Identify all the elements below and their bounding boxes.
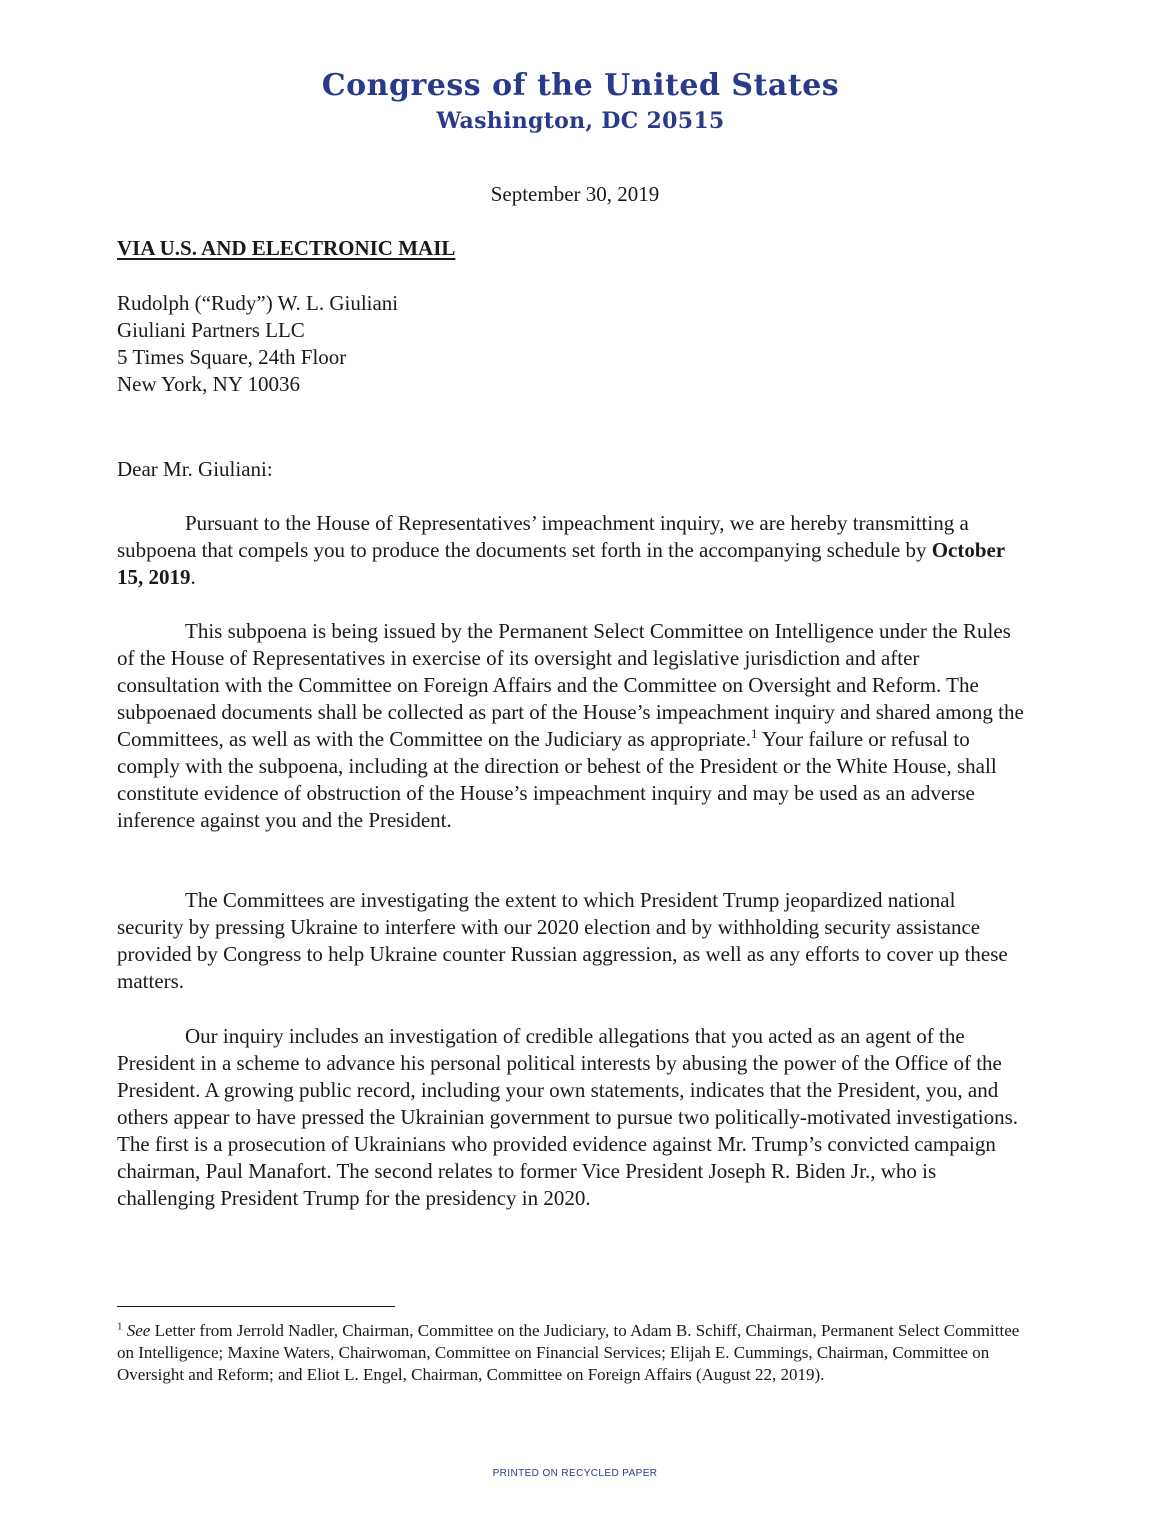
letterhead: [0, 66, 1161, 136]
p2-text-b: Your failure or refusal to comply with the subpoena, including at the direction or behest of the President or the White House, shall constitute evidence of obstruction of the House’s impeachment inquiry and may be used as an adverse inference against you and the President.: [117, 727, 997, 832]
recipient-city: New York, NY 10036: [117, 372, 300, 396]
p1-deadline: October 15, 2019: [117, 538, 1005, 589]
p2-text-a: This subpoena is being issued by the Permanent Select Committee on Intelligence under the Rules of the House of Representatives in exercise of its oversight and legislative jurisdiction and after consultation with the Committee on Foreign Affairs and the Committee on Oversight and Reform. The subpoenaed documents shall be collected as part of the House’s impeachment inquiry and shared among the Committees, as well as with the Committee on the Judiciary as appropriate.: [117, 619, 1024, 751]
footnote-see: See: [126, 1321, 151, 1340]
p1-text: Pursuant to the House of Representatives’ impeachment inquiry, we are hereby transmitting a subpoena that compels you to produce the documents set forth in the accompanying schedule by: [117, 511, 969, 562]
p1-end: .: [190, 565, 196, 589]
recycled-paper-notice: PRINTED ON RECYCLED PAPER: [492, 1468, 658, 1479]
letter-date: September 30, 2019: [490, 182, 660, 206]
recipient-address: [117, 290, 398, 398]
delivery-method: VIA U.S. AND ELECTRONIC MAIL: [117, 236, 456, 260]
footnote: [117, 1320, 1027, 1386]
footnote-divider: [117, 1306, 395, 1307]
letterhead-org: Congress of the United States: [321, 68, 840, 103]
salutation: Dear Mr. Giuliani:: [117, 457, 273, 481]
recipient-name: Rudolph (“Rudy”) W. L. Giuliani: [117, 291, 399, 315]
recipient-company: Giuliani Partners LLC: [117, 318, 305, 342]
footnote-number: 1: [117, 1320, 123, 1333]
recipient-street: 5 Times Square, 24th Floor: [117, 345, 347, 369]
body-paragraph-1: [117, 510, 1027, 591]
letterhead-city: Washington, DC 20515: [436, 108, 725, 134]
body-paragraph-4: Our inquiry includes an investigation of credible allegations that you acted as an agent of the President in a scheme to advance his personal political interests by abusing the power of the Office of the President. A growing public record, including your own statements, indicates that the President, you, and others appear to have pressed the Ukrainian government to pursue two politically-motivated investigations. The first is a prosecution of Ukrainians who provided evidence against Mr. Trump’s convicted campaign chairman, Paul Manafort. The second relates to former Vice President Joseph R. Biden Jr., who is challenging President Trump for the presidency in 2020.: [117, 1024, 1019, 1210]
body-paragraph-2: [117, 618, 1027, 834]
footnote-text: Letter from Jerrold Nadler, Chairman, Committee on the Judiciary, to Adam B. Schiff, Chairman, Permanent Select Committee on Intelligence; Maxine Waters, Chairwoman, Committee on Financial Services; Elijah E. Cummings, Chairman, Committee on Oversight and Reform; and Eliot L. Engel, Chairman, Committee on Foreign Affairs (August 22, 2019).: [117, 1321, 1020, 1384]
body-paragraph-3: The Committees are investigating the extent to which President Trump jeopardized national security by pressing Ukraine to interfere with our 2020 election and by withholding security assistance provided by Congress to help Ukraine counter Russian aggression, as well as any efforts to cover up these matters.: [117, 888, 1008, 993]
footnote-ref: 1: [750, 726, 758, 741]
